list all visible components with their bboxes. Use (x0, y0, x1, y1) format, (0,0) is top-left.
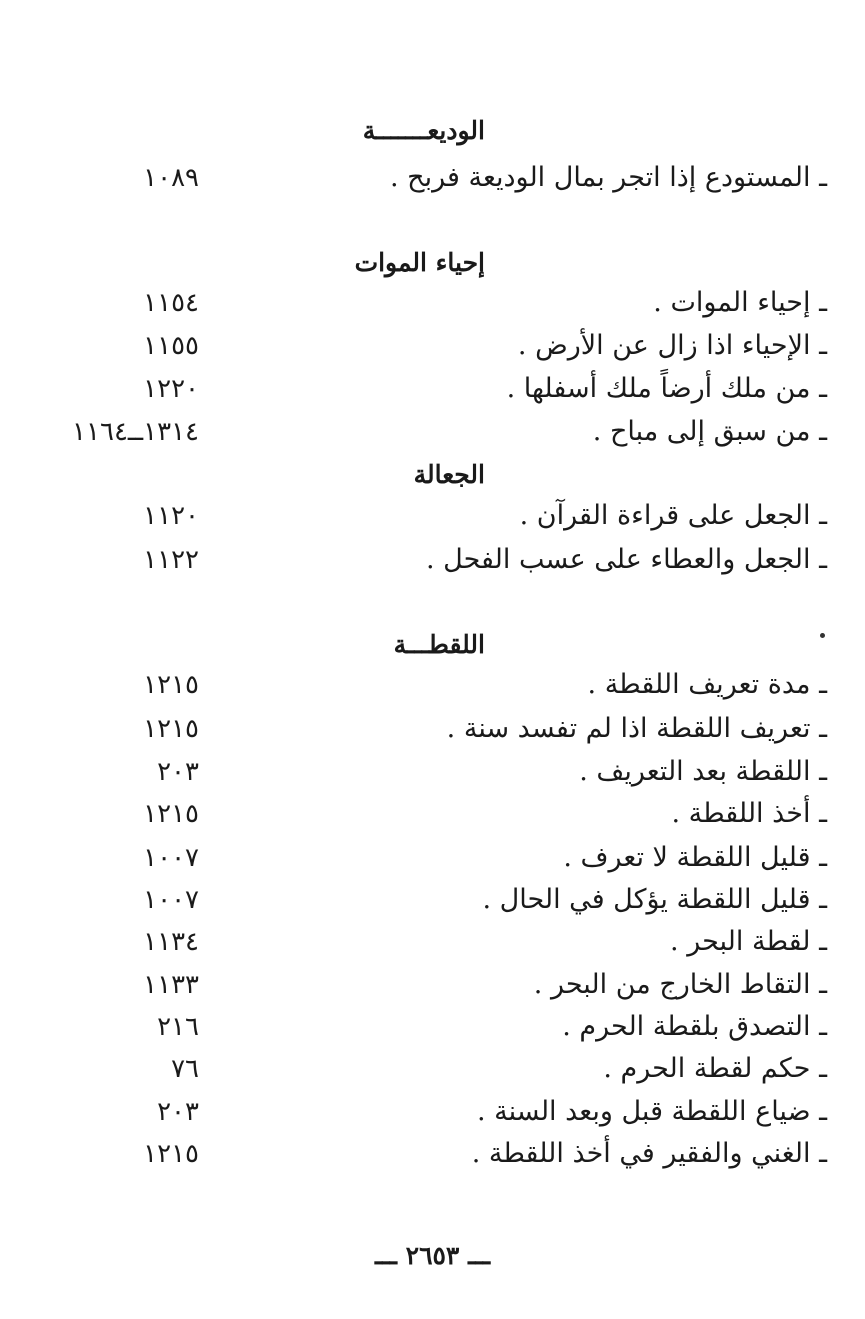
index-entry (0, 880, 865, 920)
entry-text: ـ المستودع إذا اتجر بمال الوديعة فربح . (389, 162, 827, 193)
entry-text: ـ من سبق إلى مباح . (592, 416, 827, 447)
index-entry (0, 1007, 865, 1047)
index-entry (0, 838, 865, 878)
entry-page-ref: ١١٣٣ (143, 970, 199, 1000)
entry-page-ref: ١٠٨٩ (143, 163, 199, 193)
entry-text: ـ قليل اللقطة لا تعرف . (563, 842, 827, 873)
index-entry (0, 922, 865, 962)
section-heading-ihya-mawat: إحياء الموات (354, 248, 485, 277)
entry-text: ـ الجعل والعطاء على عسب الفحل . (425, 544, 827, 575)
entry-text: ـ الغني والفقير في أخذ اللقطة . (471, 1138, 827, 1169)
entry-text: ـ أخذ اللقطة . (671, 798, 827, 829)
index-entry (0, 1134, 865, 1174)
entry-page-ref: ١٢١٥ (143, 670, 199, 700)
index-entry (0, 709, 865, 749)
index-entry (0, 496, 865, 536)
entry-text: ـ الإحياء اذا زال عن الأرض . (517, 330, 827, 361)
index-entry (0, 752, 865, 792)
entry-text: ـ اللقطة بعد التعريف . (579, 756, 827, 787)
entry-page-ref: ٧٦ (171, 1054, 199, 1084)
entry-text: ـ من ملك أرضاً ملك أسفلها . (506, 373, 827, 404)
entry-text: ـ لقطة البحر . (670, 926, 827, 957)
section-heading-luqata: اللقطـــة (393, 630, 485, 659)
index-entry (0, 369, 865, 409)
entry-page-ref: ١١٣٤ (143, 927, 199, 957)
entry-page-ref: ١٢١٥ (143, 799, 199, 829)
entry-text: ـ الجعل على قراءة القرآن . (519, 500, 827, 531)
entry-page-ref: ١٢٢٠ (143, 374, 199, 404)
entry-text: ـ تعريف اللقطة اذا لم تفسد سنة . (446, 713, 827, 744)
entry-page-ref: ١١٢٠ (143, 501, 199, 531)
index-entry (0, 540, 865, 580)
entry-text: ـ قليل اللقطة يؤكل في الحال . (482, 884, 827, 915)
entry-text: ـ إحياء الموات . (653, 287, 827, 318)
index-entry (0, 1049, 865, 1089)
entry-page-ref: ١٢١٥ (143, 1139, 199, 1169)
entry-page-ref: ١٠٠٧ (143, 843, 199, 873)
entry-page-ref: ١١٥٤ (143, 288, 199, 318)
index-entry (0, 412, 865, 452)
entry-page-ref: ١٢١٥ (143, 714, 199, 744)
index-entry (0, 283, 865, 323)
entry-page-ref: ٢٠٣ (157, 757, 199, 787)
index-entry (0, 965, 865, 1005)
entry-text: ـ مدة تعريف اللقطة . (587, 669, 827, 700)
stray-dot-mark (820, 633, 825, 638)
entry-page-ref: ١١٥٥ (143, 331, 199, 361)
entry-text: ـ حكم لقطة الحرم . (603, 1053, 827, 1084)
entry-page-ref: ٢١٦ (157, 1012, 199, 1042)
entry-text: ـ ضياع اللقطة قبل وبعد السنة . (476, 1096, 827, 1127)
index-entry (0, 158, 865, 198)
section-heading-wadia: الوديعـــــــة (362, 116, 485, 145)
entry-text: ـ التقاط الخارج من البحر . (533, 969, 827, 1000)
entry-text: ـ التصدق بلقطة الحرم . (562, 1011, 827, 1042)
index-entry (0, 326, 865, 366)
entry-page-ref: ١١٢٢ (143, 545, 199, 575)
page-number: ـــ ٢٦٥٣ ـــ (374, 1241, 491, 1270)
entry-page-ref: ٢٠٣ (157, 1097, 199, 1127)
index-entry (0, 665, 865, 705)
entry-page-ref: ١٠٠٧ (143, 885, 199, 915)
entry-page-ref: ١٣١٤ــ١١٦٤ (72, 417, 199, 447)
index-entry (0, 794, 865, 834)
index-entry (0, 1092, 865, 1132)
section-heading-jiala: الجعالة (413, 460, 485, 489)
